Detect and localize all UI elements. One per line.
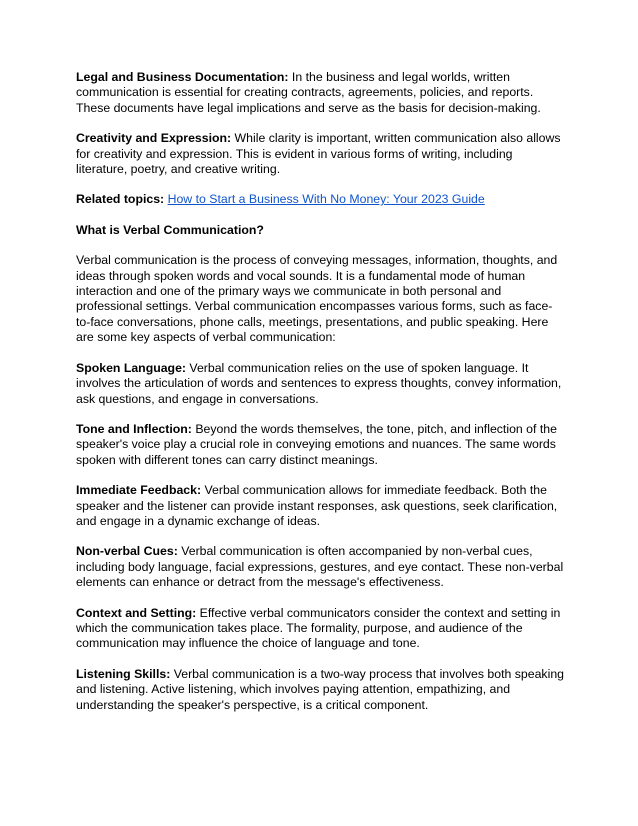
paragraph-creativity: [76, 131, 566, 177]
intro-paragraph: Verbal communication is the process of conveying messages, information, thoughts, and ideas through spoken words and vocal sounds. It is a fundamental mode of human interaction and one of the primary ways we communicate in both personal and professional settings. Verbal communication encompasses various forms, such as face-to-face conversations, phone calls, meetings, presentations, and public speaking. Here are some key aspects of verbal communication:: [76, 253, 558, 345]
paragraph-legal-business: [76, 70, 566, 116]
aspect-spoken-language: [76, 361, 566, 407]
aspect-immediate-feedback: [76, 483, 566, 529]
aspect-label: Non-verbal Cues:: [76, 544, 178, 559]
aspect-text: Verbal communication is often accompanied by non-verbal cues, including body language, facial expressions, gestures, and eye contact. These non-verbal elements can enhance or detract from the message's effectiveness.: [76, 544, 564, 590]
section-heading: What is Verbal Communication?: [76, 222, 264, 237]
aspect-text: Verbal communication allows for immediate feedback. Both the speaker and the listener can provide instant responses, ask questions, seek clarification, and engage in a dynamic exchange of ideas.: [76, 483, 558, 528]
aspect-text: Beyond the words themselves, the tone, pitch, and inflection of the speaker's voice play a crucial role in conveying emotions and nuances. The same words spoken with different tones can carry distinct meanings.: [76, 421, 557, 467]
aspect-listening-skills: [76, 667, 566, 713]
aspect-label: Tone and Inflection:: [76, 421, 192, 436]
aspect-text: Verbal communication is a two-way process that involves both speaking and listening. Active listening, which involves paying attention, empathizing, and understanding the speaker's perspective, is a critical component.: [76, 666, 564, 712]
related-topics: [76, 192, 566, 207]
paragraph-text: In the business and legal worlds, written communication is essential for creating contracts, agreements, policies, and reports. These documents have legal implications and serve as the basis for decision-making.: [76, 70, 541, 115]
aspect-text: Effective verbal communicators consider the context and setting in which the communication takes place. The formality, purpose, and audience of the communication may influence the choice of language and tone.: [76, 605, 561, 651]
paragraph-label: Legal and Business Documentation:: [76, 70, 289, 84]
aspect-label: Listening Skills:: [76, 666, 171, 681]
related-topics-label: Related topics:: [76, 192, 165, 207]
aspect-nonverbal-cues: [76, 544, 566, 590]
aspect-tone-inflection: [76, 422, 566, 468]
aspect-label: Context and Setting:: [76, 605, 197, 620]
aspect-label: Immediate Feedback:: [76, 483, 202, 498]
paragraph-label: Creativity and Expression:: [76, 131, 232, 146]
aspect-label: Spoken Language:: [76, 360, 186, 375]
aspect-context-setting: [76, 606, 566, 652]
aspect-text: Verbal communication relies on the use of spoken language. It involves the articulation of words and sentences to express thoughts, convey information, ask questions, and engage in conversations.: [76, 360, 562, 406]
related-topic-link[interactable]: How to Start a Business With No Money: Your 2023 Guide: [167, 192, 485, 207]
paragraph-text: While clarity is important, written communication also allows for creativity and expression. This is evident in various forms of writing, including literature, poetry, and creative writing.: [76, 131, 561, 177]
